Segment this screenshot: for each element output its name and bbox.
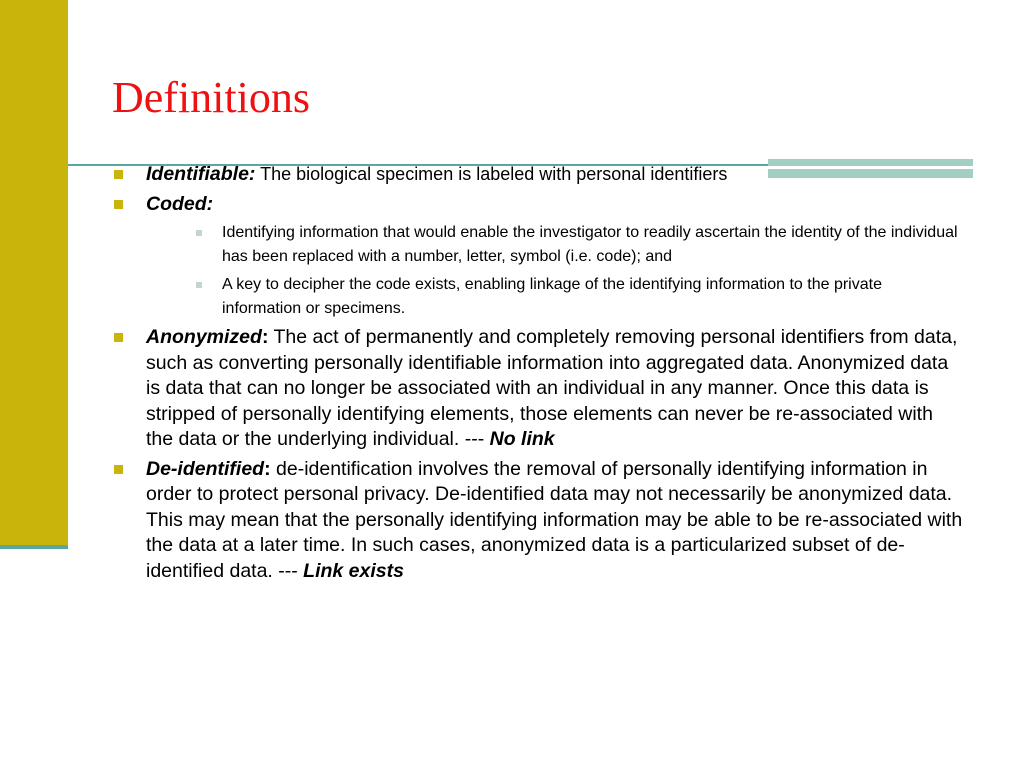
bullet-square-icon	[114, 333, 123, 342]
sub-bullet-coded-2	[190, 273, 964, 320]
sub-bullet-text: A key to decipher the code exists, enabling linkage of the identifying information to the private information or specimens.	[222, 276, 882, 317]
emphasis-no-link: No link	[489, 428, 555, 450]
bullet-anonymized	[114, 325, 964, 453]
sub-bullet-square-icon	[196, 282, 202, 288]
slide-content	[114, 162, 964, 588]
sub-bullet-text: Identifying information that would enable the investigator to readily ascertain the identity of the individual has been replaced with a number, letter, symbol (i.e. code); and	[222, 224, 958, 265]
sub-bullet-square-icon	[196, 230, 202, 236]
emphasis-link-exists: Link exists	[303, 559, 404, 582]
term-de-identified-colon: :	[264, 457, 271, 480]
term-de-identified: De-identified	[146, 457, 265, 480]
bullet-identifiable	[114, 162, 964, 188]
bullet-coded	[114, 192, 964, 321]
bullet-square-icon	[114, 465, 123, 474]
term-anonymized: Anonymized	[146, 326, 262, 348]
bullet-square-icon	[114, 170, 123, 179]
sub-bullet-coded-1	[190, 221, 964, 268]
coded-sub-list	[146, 221, 964, 320]
definition-de-identified: de-identification involves the removal of personally identifying information in order to protect personal privacy. De-identified data may not necessarily be anonymized data. This may mean that the personally identifying information may be able to be re-associated with the data at a later time. In such cases, anonymized data is a particularized subset of de-identified data. ---	[146, 457, 963, 582]
slide-title: Definitions	[112, 73, 310, 122]
side-accent-underline	[0, 545, 68, 549]
term-coded: Coded:	[146, 192, 214, 215]
bullet-square-icon	[114, 200, 123, 209]
term-identifiable: Identifiable:	[146, 163, 256, 185]
side-accent-bar	[0, 0, 68, 545]
definition-identifiable: The biological specimen is labeled with personal identifiers	[255, 164, 728, 184]
bullet-de-identified	[114, 457, 964, 585]
term-anonymized-colon: :	[261, 326, 269, 348]
definition-anonymized: The act of permanently and completely removing personal identifiers from data, such as converting personally identifiable information into aggregated data. Anonymized data is data that can no longer be associated with an individual in any manner. Once this data is stripped of personally identifying elements, those elements can never be re-associated with the data or the underlying individual. ---	[146, 326, 958, 450]
